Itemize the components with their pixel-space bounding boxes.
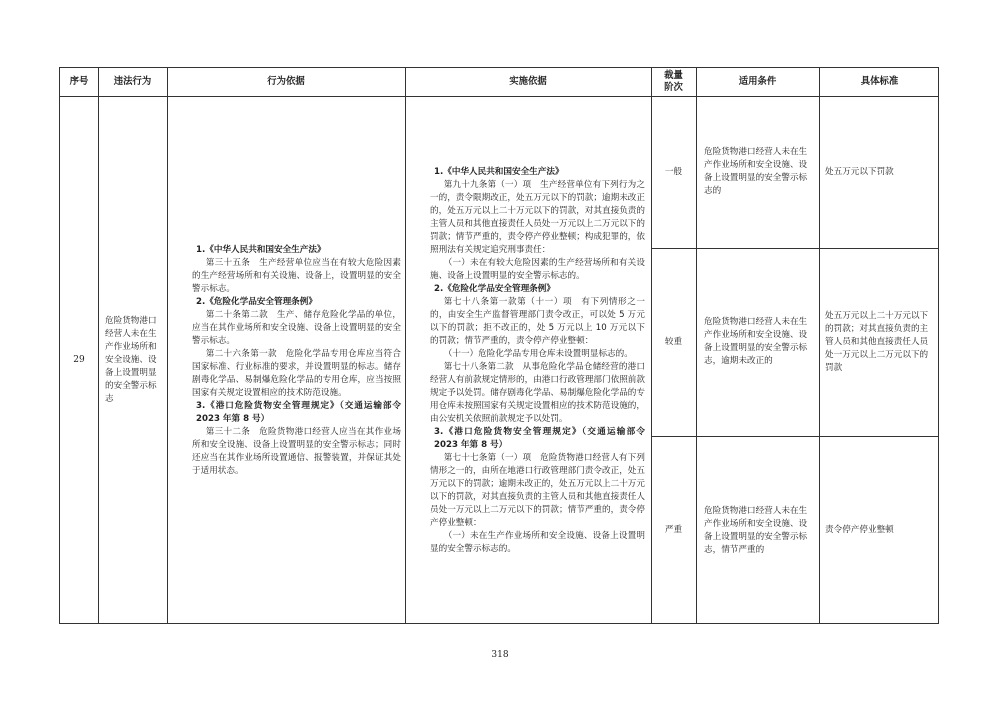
impl-title-2: 2.《危险化学品安全管理条例》 [434, 283, 555, 294]
impl-title-3: 3.《港口危险货物安全管理规定》（交通运输部令 2023 年第 8 号） [434, 426, 645, 450]
condition-general-text: 危险货物港口经营人未在生产作业场所和安全设施、设备上设置明显的安全警示标志的 [704, 147, 808, 196]
impl-title-1: 1.《中华人民共和国安全生产法》 [434, 166, 564, 177]
level-serious: 较重 [664, 336, 683, 347]
basis-text-3: 第三十二条 危险货物港口经营人应当在其作业场所和安全设施、设备上设置明显的安全警示标志；同时还应当在其作业场所设置通信、报警装置，并保证其处于适用状态。 [192, 426, 401, 476]
implementation-cell [405, 96, 651, 625]
standard-general [819, 96, 940, 248]
impl-text-2a: 第七十八条第一款第（十一）项 有下列情形之一的，由安全生产监督管理部门责令改正，可以处 5 万元以下的罚款；拒不改正的，处 5 万元以上 10 万元以下的罚款；情节严重的，责令停产停业整顿： [430, 296, 645, 346]
impl-text-3a: 第七十七条第（一）项 危险货物港口经营人有下列情形之一的，由所在地港口行政管理部门责令改正，处五万元以下的罚款；逾期未改正的，处五万元以上二十万元以下的罚款，对其直接负责的主管人员和其他直接责任人员处一万元以上二万元以下的罚款；情节严重的，责令停产停业整顿： [430, 452, 645, 528]
basis-cell [167, 96, 405, 625]
condition-serious-text: 危险货物港口经营人未在生产作业场所和安全设施、设备上设置明显的安全警示标志，逾期未改正的 [704, 317, 808, 366]
basis-text-2b: 第二十六条第一款 危险化学品专用仓库应当符合国家标准、行业标准的要求，并设置明显的标志。储存剧毒化学品、易制爆危险化学品的专用仓库，应当按照国家有关规定设置相应的技术防范设施。 [192, 348, 401, 398]
impl-text-2c: 第七十八条第二款 从事危险化学品仓储经营的港口经营人有前款规定情形的，由港口行政管理部门依照前款规定予以处罚。储存剧毒化学品、易制爆危险化学品的专用仓库未按照国家有关规定设置相应的技术防范设施的，由公安机关依照前款规定予以处罚。 [430, 361, 645, 424]
standard-severe [819, 436, 940, 625]
page-number: 318 [491, 650, 509, 660]
header-discretion-level: 裁量 阶次 [664, 70, 683, 93]
header-implementation: 实施依据 [509, 76, 547, 87]
basis-text-1: 第三十五条 生产经营单位应当在有较大危险因素的生产经营场所和有关设施、设备上，设置明显的安全警示标志。 [192, 257, 401, 294]
header-basis: 行为依据 [267, 76, 305, 87]
impl-text-1a: 第九十九条第（一）项 生产经营单位有下列行为之一的，责令限期改正，处五万元以下的罚款；逾期未改正的，处五万元以上二十万元以下的罚款，对其直接负责的主管人员和其他直接责任人员处一万元以上二万元以下的罚款；情节严重的，责令停产停业整顿；构成犯罪的，依照刑法有关规定追究刑事责任： [430, 179, 645, 255]
header-seq: 序号 [69, 76, 89, 87]
condition-severe-text: 危险货物港口经营人未在生产作业场所和安全设施、设备上设置明显的安全警示标志，情节严重的 [704, 505, 808, 555]
violation-text: 危险货物港口经营人未在生产作业场所和安全设施、设备上设置明显的安全警示标志 [105, 316, 157, 404]
penalty-table [59, 67, 939, 624]
basis-title-1: 1.《中华人民共和国安全生产法》 [196, 244, 326, 255]
basis-title-3: 3.《港口危险货物安全管理规定》（交通运输部令 2023 年第 8 号） [196, 400, 401, 424]
standard-general-text: 处五万元以下罚款 [825, 166, 894, 177]
standard-serious [819, 248, 940, 436]
standard-severe-text: 责令停产停业整顿 [825, 525, 894, 535]
condition-general [696, 96, 819, 248]
impl-text-2b: （十一）危险化学品专用仓库未设置明显标志的。 [443, 348, 633, 359]
impl-text-3b: （一）未在生产作业场所和安全设施、设备上设置明显的安全警示标志的。 [430, 530, 645, 554]
level-general: 一般 [664, 166, 683, 177]
level-severe: 严重 [664, 525, 683, 535]
header-conditions: 适用条件 [738, 76, 777, 87]
impl-text-1b: （一）未在有较大危险因素的生产经营场所和有关设施、设备上设置明显的安全警示标志的。 [430, 257, 645, 281]
basis-text-2a: 第二十条第二款 生产、储存危险化学品的单位，应当在其作业场所和安全设施、设备上设置明显的安全警示标志。 [192, 309, 401, 346]
condition-serious [696, 248, 819, 436]
violation-cell [98, 96, 167, 625]
standard-serious-text: 处五万元以上二十万元以下的罚款；对其直接负责的主管人员和其他直接责任人员处一万元以上二万元以下的罚款 [825, 310, 929, 373]
header-standard: 具体标准 [860, 76, 899, 87]
row-seq-number: 29 [73, 355, 85, 365]
condition-severe [696, 436, 819, 625]
header-violation: 违法行为 [113, 76, 152, 87]
basis-title-2: 2.《危险化学品安全管理条例》 [196, 296, 317, 307]
